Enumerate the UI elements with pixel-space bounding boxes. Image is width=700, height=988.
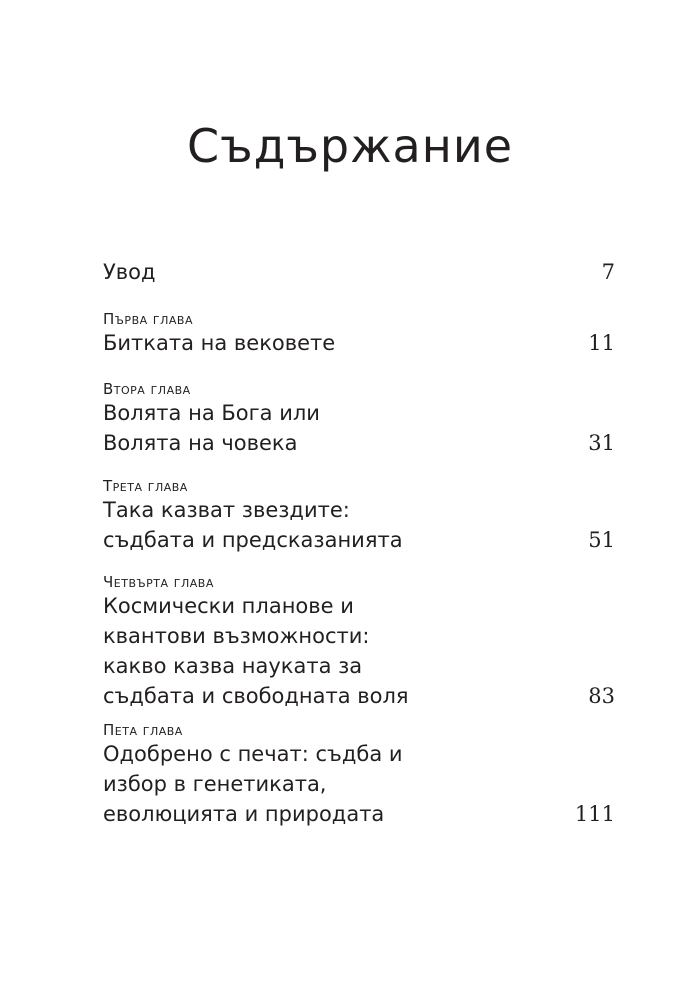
toc-entry-chapter-5[interactable]: [103, 721, 615, 829]
toc-entry-page: 31: [588, 431, 615, 455]
toc-entry-title: Космически планове и квантови възможности: какво казва науката за съдбата и свободната воля: [103, 594, 409, 708]
toc-entry-page: 11: [588, 331, 615, 355]
toc-chapter-label: Втора глава: [103, 380, 191, 398]
toc-entry-page: 7: [601, 260, 615, 284]
toc-chapter-label: Първа глава: [103, 310, 193, 328]
toc-chapter-label: Трета глава: [103, 477, 188, 495]
toc-entry-page: 83: [588, 684, 615, 708]
toc-entry-page: 51: [588, 528, 615, 552]
toc-entry-chapter-1[interactable]: [103, 310, 615, 358]
page-title: Съдържание: [186, 119, 514, 173]
toc-entry-chapter-4[interactable]: [103, 573, 615, 711]
toc-entry-title: Волята на Бога или Волята на човека: [103, 401, 320, 455]
toc-entry-title: Увод: [103, 260, 156, 284]
toc-entry-title: Така казват звездите: съдбата и предсказанията: [103, 498, 403, 552]
toc-entry-chapter-2[interactable]: [103, 380, 615, 458]
toc-chapter-label: Пета глава: [103, 721, 183, 739]
toc-entry-introduction[interactable]: [103, 257, 615, 287]
toc-chapter-label: Четвърта глава: [103, 573, 214, 591]
toc-entry-page: 111: [574, 802, 615, 826]
toc-entry-title: Одобрено с печат: съдба и избор в генетиката, еволюцията и природата: [103, 742, 403, 826]
toc-entry-chapter-3[interactable]: [103, 477, 615, 555]
toc-entry-title: Битката на вековете: [103, 331, 336, 355]
